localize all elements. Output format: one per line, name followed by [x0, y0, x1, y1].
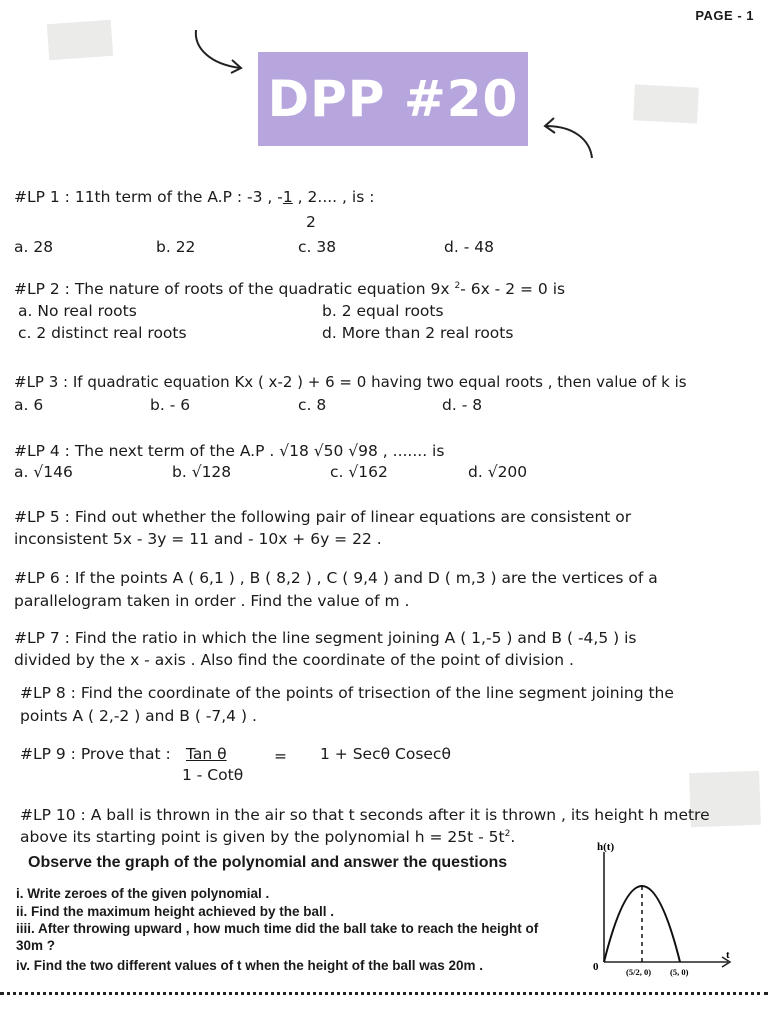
lp9-denominator: 1 - Cotθ: [182, 766, 244, 784]
lp9-numerator: Tan θ: [186, 745, 227, 763]
lp10-subq-2: ii. Find the maximum height achieved by the ball .: [16, 904, 335, 919]
lp4-option-b: b. √128: [172, 463, 232, 481]
lp5-line2: inconsistent 5x - 3y = 11 and - 10x + 6y = 22 .: [14, 530, 382, 548]
lp1-option-c: c. 38: [298, 238, 337, 256]
lp7-line2: divided by the x - axis . Also find the coordinate of the point of division .: [14, 651, 574, 669]
tape-top-left: [47, 20, 113, 60]
lp1-frac-numerator: 1: [282, 188, 293, 206]
lp1-option-d: d. - 48: [444, 238, 494, 256]
lp9-equals: =: [274, 747, 287, 765]
lp3-option-b: b. - 6: [150, 396, 191, 414]
lp10-line1: #LP 10 : A ball is thrown in the air so that t seconds after it is thrown , its height h metre: [20, 806, 710, 824]
graph-vertex-label: (5/2, 0): [626, 967, 652, 977]
lp10-instruction: Observe the graph of the polynomial and answer the questions: [28, 854, 508, 871]
bottom-dotted-divider: [0, 992, 768, 995]
lp6-line1: #LP 6 : If the points A ( 6,1 ) , B ( 8,2 ) , C ( 9,4 ) and D ( m,3 ) are the vertices of a: [14, 569, 658, 587]
lp3-question: #LP 3 : If quadratic equation Kx ( x-2 ) + 6 = 0 having two equal roots , then value of k is: [14, 373, 687, 391]
lp2-question: #LP 2 : The nature of roots of the quadratic equation 9x $^2$- 6x - 2 = 0 is: [14, 280, 566, 298]
arrow-right-icon: [538, 114, 598, 164]
lp9-prefix: #LP 9 : Prove that :: [20, 745, 171, 763]
lp9-rhs: 1 + Secθ Cosecθ: [320, 745, 451, 763]
lp10-line2: above its starting point is given by the polynomial $h = 25t - 5t^2$.: [20, 828, 516, 846]
lp4-option-d: d. √200: [468, 463, 528, 481]
lp3-option-a: a. 6: [14, 396, 44, 414]
lp1-question: #LP 1 : 11th term of the A.P : -3 , -1 , 2.... , is :: [14, 188, 375, 206]
lp10-subq-3: iiii. After throwing upward , how much time did the ball take to reach the height of: [16, 921, 539, 936]
graph-origin-label: 0: [593, 961, 599, 973]
lp8-line2: points A ( 2,-2 ) and B ( -7,4 ) .: [20, 707, 257, 725]
lp7-line1: #LP 7 : Find the ratio in which the line segment joining A ( 1,-5 ) and B ( -4,5 ) is: [14, 629, 637, 647]
lp4-question: #LP 4 : The next term of the A.P . √18 √50 √98 , ....... is: [14, 442, 445, 460]
title-banner: [258, 52, 528, 146]
lp4-option-c: c. √162: [330, 463, 388, 481]
lp8-line1: #LP 8 : Find the coordinate of the points of trisection of the line segment joining the: [20, 684, 674, 702]
page-title: DPP #20: [267, 70, 519, 128]
lp1-option-a: a. 28: [14, 238, 54, 256]
lp10-subq-1: i. Write zeroes of the given polynomial .: [16, 886, 270, 901]
graph-root-label: (5, 0): [670, 967, 689, 977]
graph-x-label: t: [726, 949, 730, 961]
page-label: PAGE - 1: [695, 8, 754, 23]
lp2-option-b: b. 2 equal roots: [322, 302, 444, 320]
lp5-line1: #LP 5 : Find out whether the following pair of linear equations are consistent or: [14, 508, 632, 526]
lp3-option-c: c. 8: [298, 396, 327, 414]
lp4-option-a: a. √146: [14, 463, 73, 481]
lp2-option-c: c. 2 distinct real roots: [18, 324, 187, 342]
graph-y-label: h(t): [597, 841, 615, 853]
lp2-option-a: a. No real roots: [18, 302, 137, 320]
lp1-option-b: b. 22: [156, 238, 196, 256]
lp2-option-d: d. More than 2 real roots: [322, 324, 514, 342]
lp6-line2: parallelogram taken in order . Find the value of m .: [14, 592, 410, 610]
lp3-option-d: d. - 8: [442, 396, 483, 414]
height-graph: [590, 836, 740, 982]
lp10-subq-5: iv. Find the two different values of t when the height of the ball was 20m .: [16, 958, 484, 973]
arrow-left-icon: [188, 24, 248, 74]
lp1-frac-denominator: 2: [306, 213, 316, 231]
lp10-subq-4: 30m ?: [16, 938, 56, 953]
tape-top-right: [633, 84, 699, 123]
